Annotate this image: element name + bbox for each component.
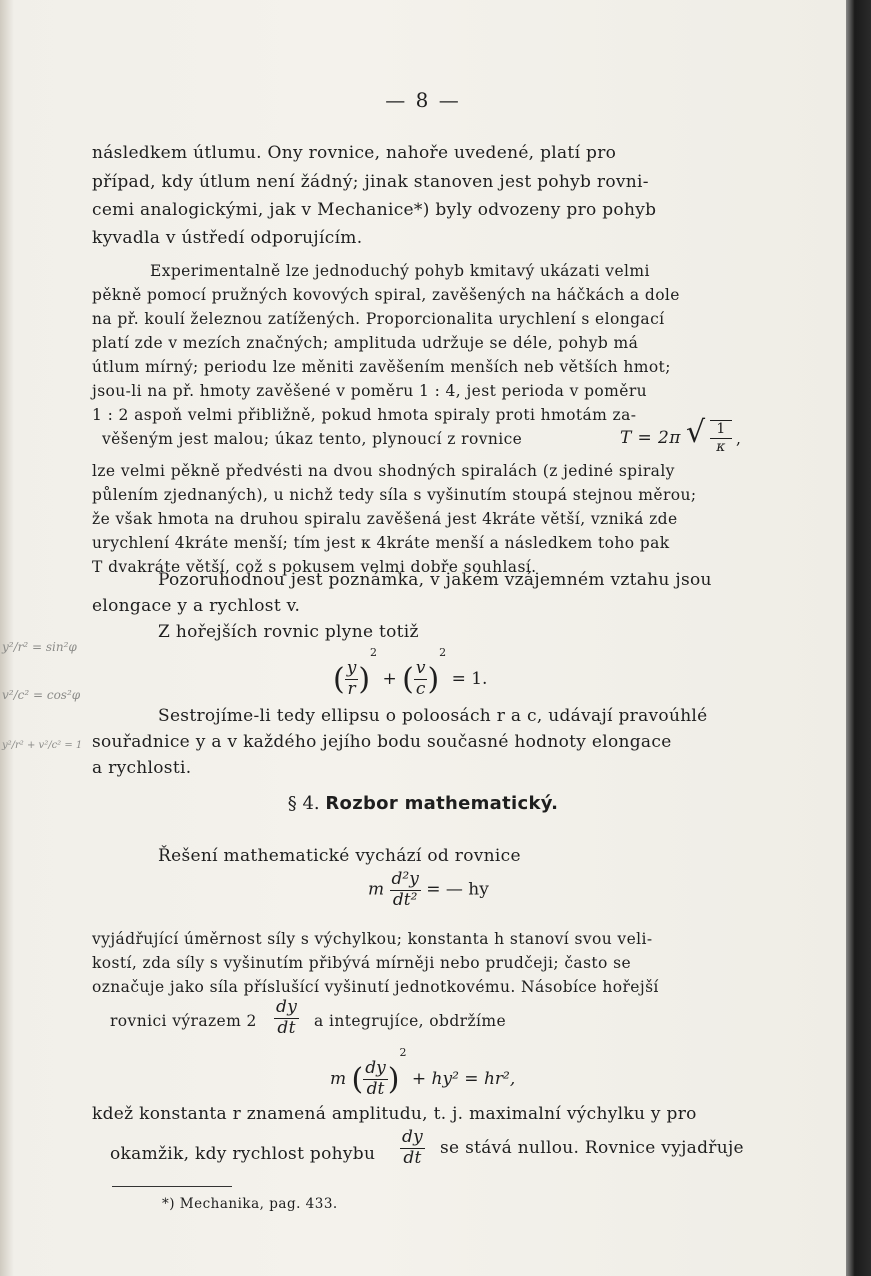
text-line-with-fraction <box>92 998 762 1042</box>
text-line: lze velmi pěkně předvésti na dvou shodných spiralách (z jediné spiraly <box>92 462 675 480</box>
text: rovnici výrazem 2 <box>110 1012 257 1030</box>
text-line: následkem útlumu. Ony rovnice, nahoře uvedené, platí pro <box>92 143 617 163</box>
text-line: Z hořejších rovnic plyne totiž <box>158 622 419 642</box>
sqrt-numerator: 1 <box>710 421 732 439</box>
margin-note: y²/r² + v²/c² = 1 <box>2 740 83 751</box>
text: okamžik, kdy rychlost pohybu <box>110 1144 376 1164</box>
text-line: kdež konstanta r znamená amplitudu, t. j. maximalní výchylku y pro <box>92 1104 697 1124</box>
text-line: urychlení 4kráte menší; tím jest κ 4kráte menší a následkem toho pak <box>92 534 670 552</box>
text-line: Řešení mathematické vychází od rovnice <box>158 846 521 866</box>
text-line: a rychlosti. <box>92 758 192 778</box>
sqrt-radicand <box>710 420 732 456</box>
margin-note: v²/c² = cos²φ <box>2 688 81 702</box>
sqrt-symbol: √ <box>686 415 706 450</box>
text-line: elongace y a rychlost v. <box>92 596 301 616</box>
text-line: cemi analogickými, jak v Mechanice*) byly odvozeny pro pohyb <box>92 200 657 220</box>
text-line: T dvakráte větší, což s pokusem velmi dobře souhlasí. <box>92 558 537 576</box>
text-line: věšeným jest malou; úkaz tento, plynoucí z rovnice <box>102 430 523 448</box>
text-line: Experimentalně lze jednoduchý pohyb kmitavý ukázati velmi <box>150 262 650 280</box>
text-line: že však hmota na druhou spiralu zavěšená jest 4kráte větší, vzniká zde <box>92 510 678 528</box>
page-edge-shadow <box>846 0 871 1276</box>
section-title: Rozbor mathematický. <box>325 793 559 814</box>
text-line: kyvadla v ústředí odporujícím. <box>92 228 363 248</box>
footnote-rule <box>112 1186 232 1187</box>
margin-note: y²/r² = sin²φ <box>2 640 77 654</box>
energy-equation: m ( $\frac{dy}{dt}$ )$^2$ + hy² = hr², <box>330 1046 516 1099</box>
text-line: případ, kdy útlum není žádný; jinak stanoven jest pohyb rovni- <box>92 172 649 192</box>
text-line: jsou-li na př. hmoty zavěšené v poměru 1 : 4, jest perioda v poměru <box>92 382 648 400</box>
text-line: souřadnice y a v každého jejího bodu současné hodnoty elongace <box>92 732 672 752</box>
fraction: $\frac{\text{d²y}}{\text{dt²}}$ <box>391 869 419 910</box>
text: a integrujíce, obdržíme <box>314 1012 507 1030</box>
fraction: $\frac{y}{r}$ <box>346 658 357 699</box>
footnote: *) Mechanika, pag. 433. <box>162 1196 338 1212</box>
text-line: půlením zjednaných), u nichž tedy síla s vyšinutím stoupá stejnou měrou; <box>92 486 697 504</box>
text-line: kostí, zda síly s vyšinutím přibývá mírněji nebo prudčeji; často se <box>92 954 632 972</box>
text-line: útlum mírný; periodu lze měniti zavěšením menších neb větších hmot; <box>92 358 671 376</box>
text-line: na př. koulí železnou zatížených. Proporcionalita urychlení s elongací <box>92 310 665 328</box>
motion-equation: m $\frac{\text{d²y}}{\text{dt²}}$ = — hy <box>368 869 489 910</box>
section-heading <box>0 793 846 814</box>
fraction: $\frac{dy}{dt}$ <box>276 997 298 1038</box>
period-formula: T = 2π <box>620 428 681 448</box>
page-gutter <box>0 0 14 1276</box>
text: se stává nullou. Rovnice vyjadřuje <box>440 1138 744 1158</box>
fraction: $\frac{dy}{dt}$ <box>402 1127 424 1168</box>
fraction: $\frac{dy}{dt}$ <box>365 1058 386 1099</box>
text-line: platí zde v mezích značných; amplituda udržuje se déle, pohyb má <box>92 334 639 352</box>
ellipse-equation: ( $\frac{y}{r}$ )$^2$ + ( $\frac{v}{c}$ )$^2$ = 1. <box>333 646 488 699</box>
text-line: pěkně pomocí pružných kovových spiral, zavěšených na háčkách a dole <box>92 286 680 304</box>
sqrt-denominator: κ <box>716 438 726 455</box>
text-line: vyjádřující úměrnost síly s výchylkou; konstanta h stanoví svou veli- <box>92 930 653 948</box>
comma: , <box>736 430 742 448</box>
text-line: Pozoruhodnou jest poznámka, v jakém vzájemném vztahu jsou <box>158 570 712 590</box>
section-symbol: § 4. <box>287 793 320 814</box>
text-line-with-fraction <box>92 1128 762 1172</box>
page-number: — 8 — <box>385 88 461 112</box>
text-line: Sestrojíme-li tedy ellipsu o poloosách r a c, udávají pravoúhlé <box>158 706 708 726</box>
text-line: označuje jako síla příslušící vyšinutí jednotkovému. Násobíce hořejší <box>92 978 659 996</box>
fraction: $\frac{v}{c}$ <box>415 658 426 699</box>
text-line: 1 : 2 aspoň velmi přibližně, pokud hmota spiraly proti hmotám za- <box>92 406 637 424</box>
